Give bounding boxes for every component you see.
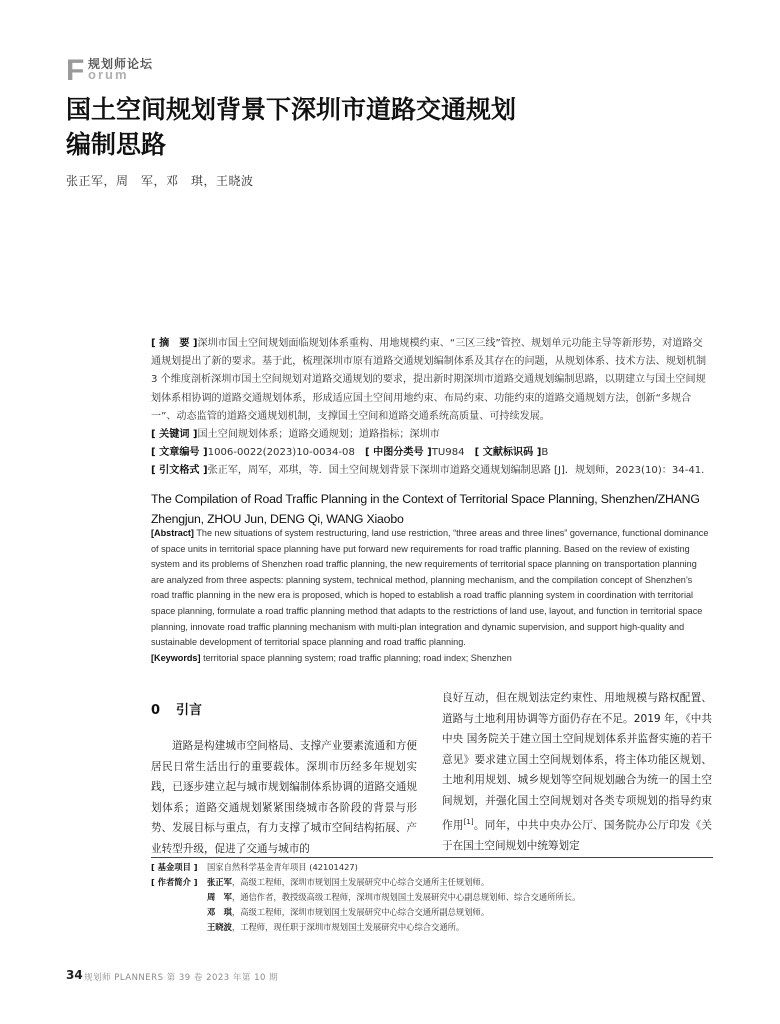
author-bio-desc: ，工程师，现任职于深圳市规划国土发展研究中心综合交通所。 bbox=[231, 922, 465, 932]
author-bio-row bbox=[151, 875, 716, 890]
section-number: 0 bbox=[151, 703, 161, 718]
column-name-en: orum bbox=[88, 67, 129, 82]
body-paragraph: 道路是构建城市空间格局、支撑产业要素流通和方便居民日常生活出行的重要载体。深圳市历经多年规划实践，已逐步建立起与城市规划编制体系协调的道路交通规划体系；道路交通规划紧紧围绕城市各阶段的背景与形势、发展目标与重点，有力支撑了城市空间结构拓展、产业转型升级，促进了交通与城市的 bbox=[151, 740, 417, 855]
english-keywords-text: territorial space planning system; road traffic planning; road index; Shenzhen bbox=[203, 652, 512, 663]
body-column-left bbox=[151, 736, 417, 860]
section-title: 引言 bbox=[176, 703, 203, 718]
citation-text: 张正军，周军，邓琪，等．国土空间规划背景下深圳市道路交通规划编制思路 [J]．规划师，2023(10)：34-41. bbox=[207, 465, 705, 477]
keywords-text: 国土空间规划体系；道路交通规划；道路指标；深圳市 bbox=[197, 429, 440, 441]
footnote bbox=[151, 860, 716, 935]
keywords-paragraph bbox=[151, 426, 711, 444]
author-bio-row bbox=[151, 890, 716, 905]
doccode-label: [ 文献标识码 ] bbox=[474, 447, 542, 459]
doccode-text: B bbox=[541, 447, 549, 459]
footnote-divider bbox=[151, 857, 713, 858]
fund-text: 国家自然科学基金青年项目 (42101427) bbox=[207, 862, 358, 872]
citation-label: [ 引文格式 ] bbox=[151, 465, 208, 477]
title-line-1: 国土空间规划背景下深圳市道路交通规划 bbox=[66, 95, 517, 124]
author-bio-desc: ，高级工程师，深圳市规划国土发展研究中心综合交通所副总规划师。 bbox=[231, 907, 490, 917]
author-bio-name: 周 军 bbox=[207, 892, 232, 902]
english-abstract bbox=[151, 526, 711, 666]
journal-info: 规划师 PLANNERS 第 39 卷 2023 年第 10 期 bbox=[84, 973, 279, 983]
citation-paragraph bbox=[151, 462, 711, 480]
author-bio-desc: ，高级工程师，深圳市规划国土发展研究中心综合交通所主任规划师。 bbox=[231, 877, 490, 887]
author-bio-row bbox=[151, 905, 716, 920]
clc-label: [ 中图分类号 ] bbox=[364, 447, 432, 459]
docno-text: 1006-0022(2023)10-0034-08 bbox=[207, 447, 355, 459]
author-bio-name: 王晓波 bbox=[207, 922, 232, 932]
english-abstract-paragraph bbox=[151, 526, 711, 651]
title-line-2: 编制思路 bbox=[66, 130, 167, 159]
section-heading bbox=[151, 699, 202, 718]
english-keywords-label: [Keywords] bbox=[151, 652, 201, 663]
forum-logo-letter: F bbox=[66, 54, 84, 87]
english-abstract-text: The new situations of system restructuring, land use restriction, “three areas and three lines” governance, functional dominance of space units in territorial space planning have put forward new requirements for road traffic planning. Based on the review of existing system and its problems of Shenzhen road traffic planning, the new requirements of territorial space planning on transportation planning are analyzed from three aspects: planning system, technical method, planning mechanism, and the compilation concept of Shenzhen’s road traffic planning in the new era is proposed, which is hoped to establish a road traffic planning system in coordination with territorial space planning, formulate a road traffic planning method that adapts to the restrictions of land use, layout, and function in territorial space planning, innovate road traffic planning mechanism with multi-plan integration and dynamic supervision, and support high-quality and sustainable development of territorial space planning and road traffic planning. bbox=[151, 528, 709, 648]
fund-label: [ 基金项目 ] bbox=[151, 862, 198, 872]
author-bio bbox=[207, 875, 716, 890]
body-text: 良好互动，但在规划法定约束性、用地规模与路权配置、道路与土地利用协调等方面仍存在不足。2019 年，《中共中央 国务院关于建立国土空间规划体系并监督实施的若干意见》要求建立国土空间规划体系，将主体功能区规划、土地利用规划、城乡规划等空间规划融合为统一的国土空间规划，并强化国土空间规划对各类专项规划的指导约束作用 bbox=[442, 692, 712, 832]
page-number: 34 bbox=[66, 968, 83, 982]
abstract-label: [ 摘 要 ] bbox=[151, 338, 198, 349]
body-column-right bbox=[442, 688, 712, 856]
author-bio bbox=[207, 905, 716, 920]
english-title: The Compilation of Road Traffic Planning in the Context of Territorial Space Planning, Shenzhen/ZHANG Zhengjun, ZHOU Jun, DENG Qi, WANG Xiaobo bbox=[151, 492, 700, 526]
abstract-text: 深圳市国土空间规划面临规划体系重构、用地规模约束、“三区三线”管控、规划单元功能主导等新形势，对道路交通规划提出了新的要求。基于此，梳理深圳市原有道路交通规划编制体系及其存在的问题，从规划体系、技术方法、规划机制 3 个维度剖析深圳市国土空间规划对道路交通规划的要求，提出新时期深圳市道路交通规划编制思路，以期建立与国土空间规划体系相协调的道路交通规划体系，形成适应国土空间用地约束、布局约束、功能约束的道路交通规划方法，创新“多规合一”、动态监管的道路交通规划机制，支撑国土空间和道路交通系统高质量、可持续发展。 bbox=[151, 338, 707, 422]
classification-paragraph bbox=[151, 444, 711, 462]
column-name: 规划师论坛 bbox=[88, 57, 154, 71]
article-title bbox=[66, 92, 706, 162]
reference-mark: [1] bbox=[463, 817, 474, 826]
clc-text: TU984 bbox=[431, 447, 465, 459]
keywords-label: [ 关键词 ] bbox=[151, 429, 198, 441]
author-list: 张正军，周 军，邓 琪，王晓波 bbox=[66, 174, 254, 188]
fund-row bbox=[151, 860, 716, 875]
author-bio-label: [ 作者简介 ] bbox=[151, 877, 198, 887]
body-text-continued: 。同年，中共中央办公厅、国务院办公厅印发《关于在国土空间规划中统筹划定 bbox=[442, 819, 713, 852]
english-abstract-label: [Abstract] bbox=[151, 528, 194, 538]
author-bio-desc: ，通信作者，教授级高级工程师，深圳市规划国土发展研究中心副总规划师、综合交通所所长。 bbox=[231, 892, 581, 902]
english-keywords-paragraph bbox=[151, 651, 711, 667]
author-bio bbox=[207, 890, 716, 905]
docno-label: [ 文章编号 ] bbox=[151, 447, 208, 459]
author-bio bbox=[207, 920, 716, 935]
chinese-abstract bbox=[151, 335, 711, 481]
author-bio-name: 邓 琪 bbox=[207, 907, 232, 917]
author-bio-row bbox=[151, 920, 716, 935]
author-bio-name: 张正军 bbox=[207, 877, 232, 887]
abstract-paragraph bbox=[151, 335, 711, 426]
body-paragraph bbox=[442, 688, 712, 856]
